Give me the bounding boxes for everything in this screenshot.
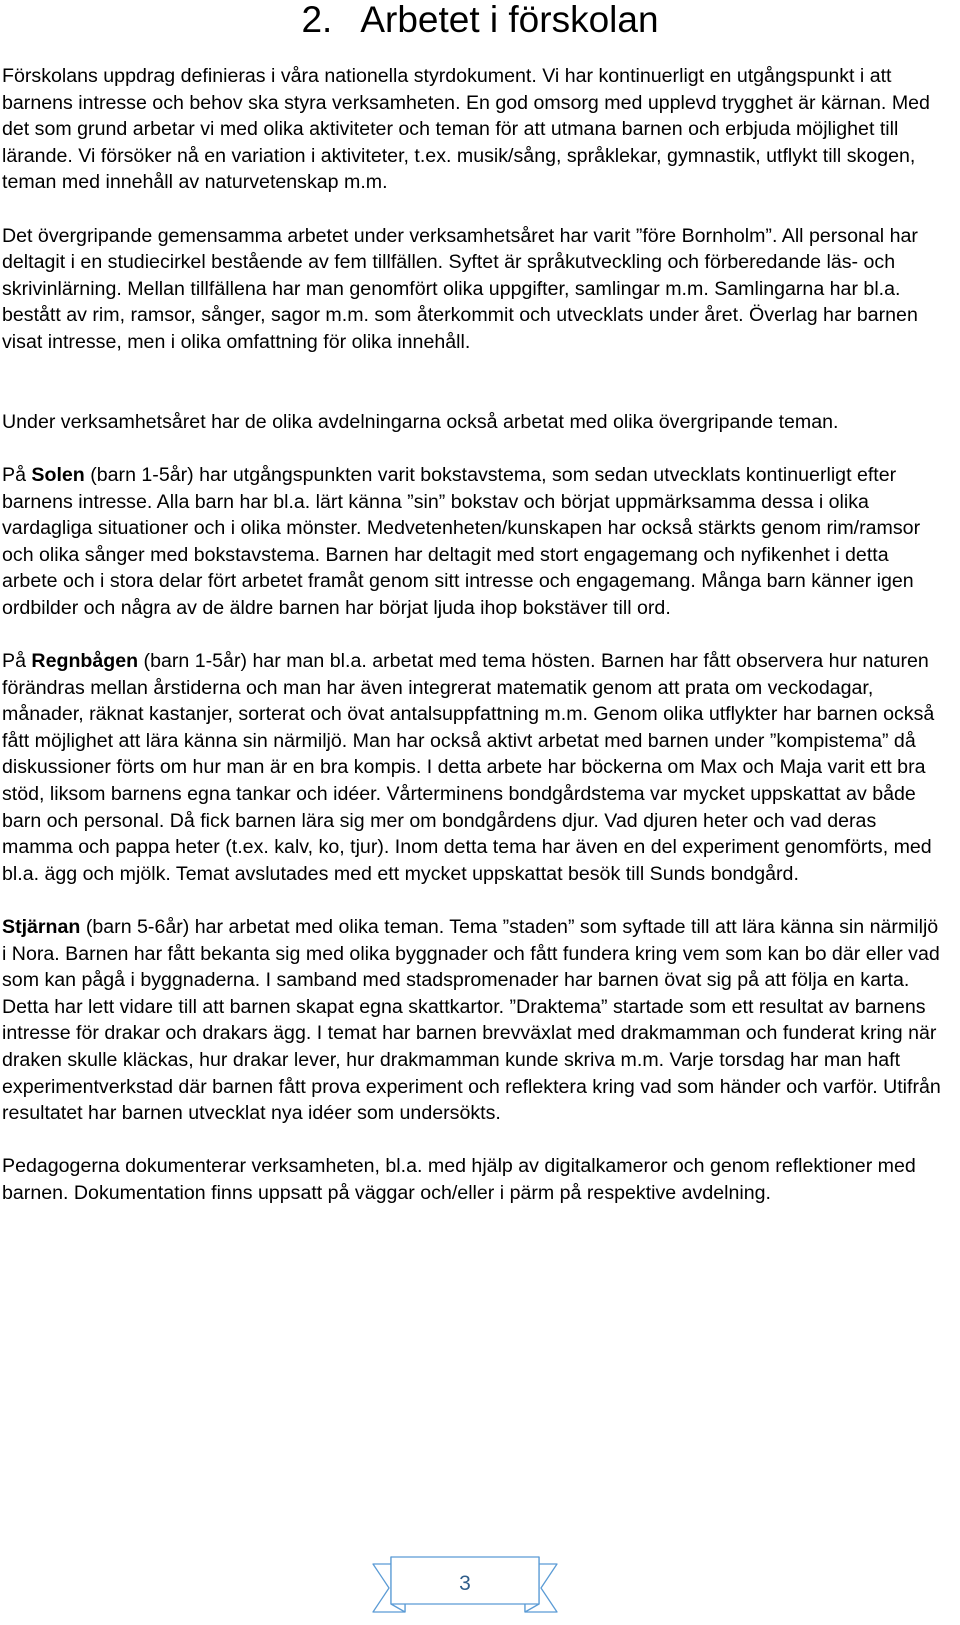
body-text [2,63,942,1207]
solen-prefix: På [2,463,32,486]
regnbagen-text: (barn 1-5år) har man bl.a. arbetat med tema hösten. Barnen har fått observera hur naturen förändras mellan årstiderna och man har även integrerat matematik genom att prata om veckodagar, månader, räknat kastanjer, sorterat och övat antalsuppfattning m.m. Genom olika utflykter har barnen också fått möjlighet att lära känna sin närmiljö. Man har också aktivt arbetat med barnen under ”kompistema” då diskussioner förts om hur man är en bra kompis. I detta arbete har böckerna om Max och Maja varit ett bra stöd, liksom barnens egna tankar och idéer. Vårterminens bondgårdstema var mycket uppskattat av både barn och personal. Då fick barnen lära sig mer om bondgårdens djur. Vad djuren heter och vad deras mamma och pappa heter (t.ex. kalv, ko, tjur). Inom detta tema har även en del experiment genomförts, med bl.a. ägg och mjölk. Temat avslutades med ett mycket uppskattat besök till Sunds bondgård. [2,650,935,885]
regnbagen-name: Regnbågen [31,650,139,673]
regnbagen-prefix: På [2,650,32,673]
page-number: 3 [459,1572,471,1595]
page-footer [371,1554,559,1620]
paragraph-intro: Förskolans uppdrag definieras i våra nationella styrdokument. Vi har kontinuerligt en utgångspunkt i att barnens intresse och behov ska styra verksamheten. En god omsorg med upplevd trygghet är kärnan. Med det som grund arbetar vi med olika aktiviteter och teman för att utmana barnen och erbjuda möjlighet till lärande. Vi försöker nå en variation i aktiviteter, t.ex. musik/sång, språklekar, gymnastik, utflykt till skogen, teman med innehåll av naturvetenskap m.m. [2,65,930,194]
paragraph-regnbagen [2,648,942,887]
paragraph-stjarnan [2,914,942,1127]
stjarnan-name: Stjärnan [2,916,81,938]
paragraph-bornholm: Det övergripande gemensamma arbetet under verksamhetsåret har varit ”före Bornholm”. All personal har deltagit i en studiecirkel bestående av fem tillfällen. Syftet är språkutveckling och förberedande läs- och skrivinlärning. Mellan tillfällena har man genomfört olika uppgifter, samlingar m.m. Samlingarna har bl.a. bestått av rim, ramsor, sånger, sagor m.m. som återkommit och utvecklats under året. Överlag har barnen visat intresse, men i olika omfattning för olika innehåll. [2,224,918,353]
solen-text: (barn 1-5år) har utgångspunkten varit bokstavstema, som sedan utvecklats kontinuerligt efter barnens intresse. Alla barn har bl.a. lärt känna ”sin” bokstav och börjat uppmärksamma dessa i olika vardagliga situationer och i olika mönster. Medvetenheten/kunskapen har också stärkts genom rim/ramsor och olika sånger med bokstavstema. Barnen har deltagit med stort engagemang och nyfikenhet i detta arbete och i stora delar fört arbetet framåt genom sitt intresse och engagemang. Många barn känner igen ordbilder och några av de äldre barnen har börjat ljuda ihop bokstäver till ord. [2,463,921,619]
paragraph-solen [2,462,942,622]
section-title: Arbetet i förskolan [360,0,659,40]
paragraph-documentation: Pedagogerna dokumenterar verksamheten, bl.a. med hjälp av digitalkameror och genom reflektioner med barnen. Dokumentation finns uppsatt på väggar och/eller i pärm på respektive avdelning. [2,1155,916,1204]
stjarnan-text: (barn 5-6år) har arbetat med olika teman. Tema ”staden” som syftade till att lära känna sin närmiljö i Nora. Barnen har fått bekanta sig med olika byggnader och fått fundera kring vem som kan bo där eller vad som kan pågå i byggnaderna. I samband med stadspromenader har barnen övat sig på att följa en karta. Detta har lett vidare till att barnen skapat egna skattkartor. ”Draktema” startade som ett resultat av barnens intresse för drakar och drakars ägg. I temat har barnen brevväxlat med drakmamman och funderat kring när draken skulle kläckas, hur drakar lever, hur drakmamman kunde skriva m.m. Varje torsdag har man haft experimentverkstad där barnen fått prova experiment och reflektera kring vad som händer och varför. Utifrån resultatet har barnen utvecklat nya idéer som undersökts. [2,916,941,1125]
solen-name: Solen [31,463,85,486]
section-number: 2. [301,0,333,40]
section-heading [0,0,960,40]
paragraph-themes-intro: Under verksamhetsåret har de olika avdelningarna också arbetat med olika övergripande teman. [2,410,839,433]
